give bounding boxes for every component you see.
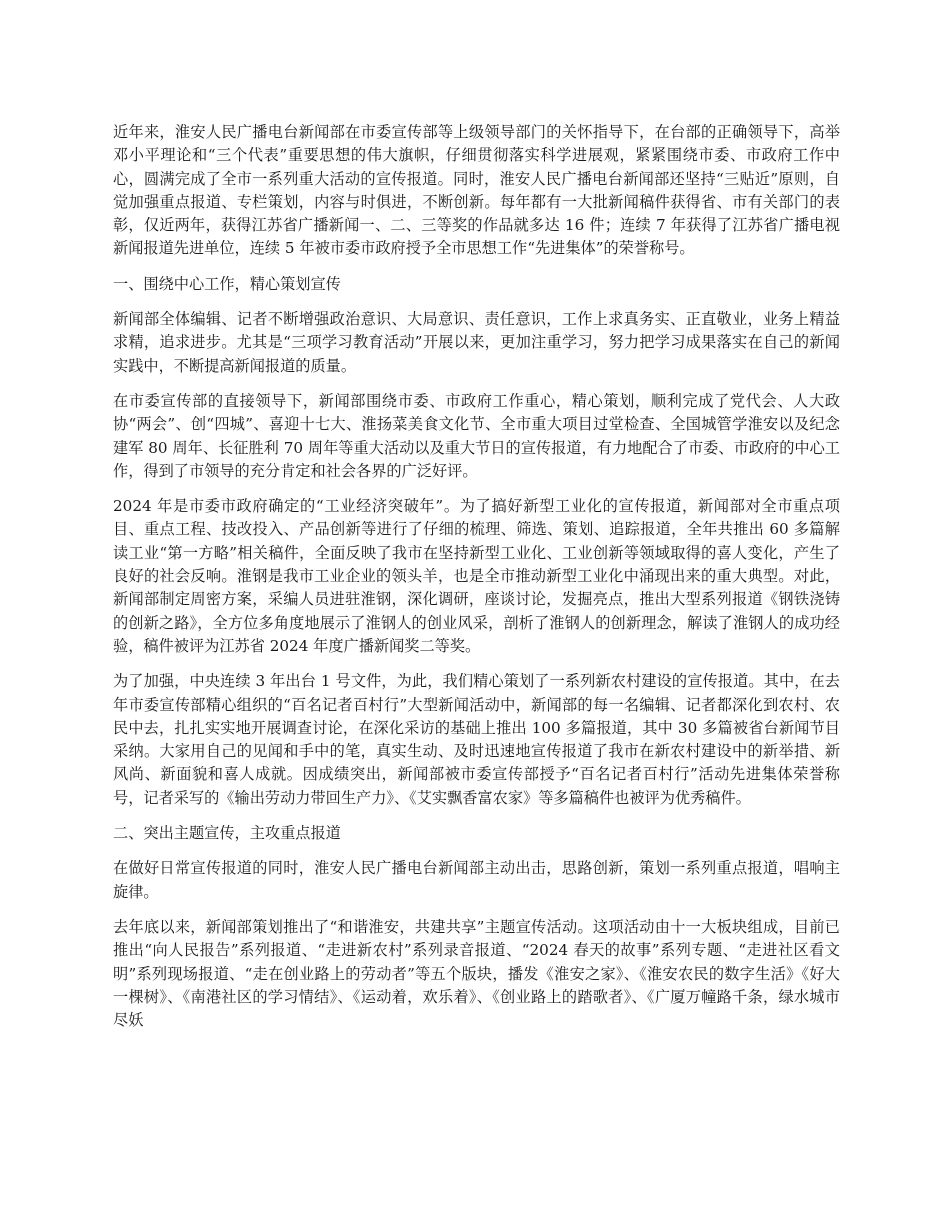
paragraph: 在市委宣传部的直接领导下，新闻部围绕市委、市政府工作重心，精心策划，顺利完成了党代会、人大政协“两会”、创“四城”、喜迎十七大、淮扬菜美食文化节、全市重大项目过堂检查、全国城管学淮安以及纪念建军 80 周年、长征胜利 70 周年等重大活动以及重大节日的宣传报道，有力地配合了市委、市政府的中心工作，得到了市领导的充分肯定和社会各界的广泛好评。 <box>113 391 840 480</box>
section-heading-1: 一、围绕中心工作，精心策划宣传 <box>113 274 341 293</box>
paragraph-intro: 近年来，淮安人民广播电台新闻部在市委宣传部等上级领导部门的关怀指导下，在台部的正确领导下，高举邓小平理论和“三个代表”重要思想的伟大旗帜，仔细贯彻落实科学进展观，紧紧围绕市委、市政府工作中心，圆满完成了全市一系列重大活动的宣传报道。同时，淮安人民广播电台新闻部还坚持“三贴近”原则，自觉加强重点报道、专栏策划，内容与时俱进，不断创新。每年都有一大批新闻稿件获得省、市有关部门的表彰，仅近两年，获得江苏省广播新闻一、二、三等奖的作品就多达 16 件；连续 7 年获得了江苏省广播电视新闻报道先进单位，连续 5 年被市委市政府授予全市思想工作“先进集体”的荣誉称号。 <box>113 123 840 258</box>
section-heading-2: 二、突出主题宣传，主攻重点报道 <box>113 824 341 843</box>
paragraph: 去年底以来，新闻部策划推出了“和谐淮安，共建共享”主题宣传活动。这项活动由十一大板块组成，目前已推出“向人民报告”系列报道、“走进新农村”系列录音报道、“2024 春天的故事”系列专题、“走进社区看文明”系列现场报道、“走在创业路上的劳动者”等五个版块，播发《淮安之家》、《淮安农民的数字生活》《好大一棵树》、《南港社区的学习情结》、《运动着，欢乐着》、《创业路上的踏歌者》、《广厦万幢路千条，绿水城市尽妖 <box>113 917 840 1030</box>
paragraph: 在做好日常宣传报道的同时，淮安人民广播电台新闻部主动出击，思路创新，策划一系列重点报道，唱响主旋律。 <box>113 859 840 901</box>
document-body <box>113 121 840 1044</box>
paragraph: 2024 年是市委市政府确定的“工业经济突破年”。为了搞好新型工业化的宣传报道，新闻部对全市重点项目、重点工程、技改投入、产品创新等进行了仔细的梳理、筛选、策划、追踪报道，全年共推出 60 多篇解读工业“第一方略”相关稿件，全面反映了我市在坚持新型工业化、工业创新等领域取得的喜人变化，产生了良好的社会反响。淮钢是我市工业企业的领头羊，也是全市推动新型工业化中涌现出来的重大典型。对此，新闻部制定周密方案，采编人员进驻淮钢，深化调研，座谈讨论，发掘亮点，推出大型系列报道《钢铁浇铸的创新之路》，全方位多角度地展示了淮钢人的创业风采，剖析了淮钢人的创新理念，解读了淮钢人的成功经验，稿件被评为江苏省 2024 年度广播新闻奖二等奖。 <box>113 497 840 655</box>
paragraph: 为了加强，中央连续 3 年出台 1 号文件，为此，我们精心策划了一系列新农村建设的宣传报道。其中，在去年市委宣传部精心组织的“百名记者百村行”大型新闻活动中，新闻部的每一名编辑、记者都深化到农村、农民中去，扎扎实实地开展调查讨论，在深化采访的基础上推出 100 多篇报道，其中 30 多篇被省台新闻节目采纳。大家用自己的见闻和手中的笔，真实生动、及时迅速地宣传报道了我市在新农村建设中的新举措、新风尚、新面貌和喜人成就。因成绩突出，新闻部被市委宣传部授予“百名记者百村行”活动先进集体荣誉称号，记者采写的《输出劳动力带回生产力》、《艾实飘香富农家》等多篇稿件也被评为优秀稿件。 <box>113 672 840 807</box>
paragraph: 新闻部全体编辑、记者不断增强政治意识、大局意识、责任意识，工作上求真务实、正直敬业，业务上精益求精，追求进步。尤其是“三项学习教育活动”开展以来，更加注重学习，努力把学习成果落实在自己的新闻实践中，不断提高新闻报道的质量。 <box>113 310 840 375</box>
